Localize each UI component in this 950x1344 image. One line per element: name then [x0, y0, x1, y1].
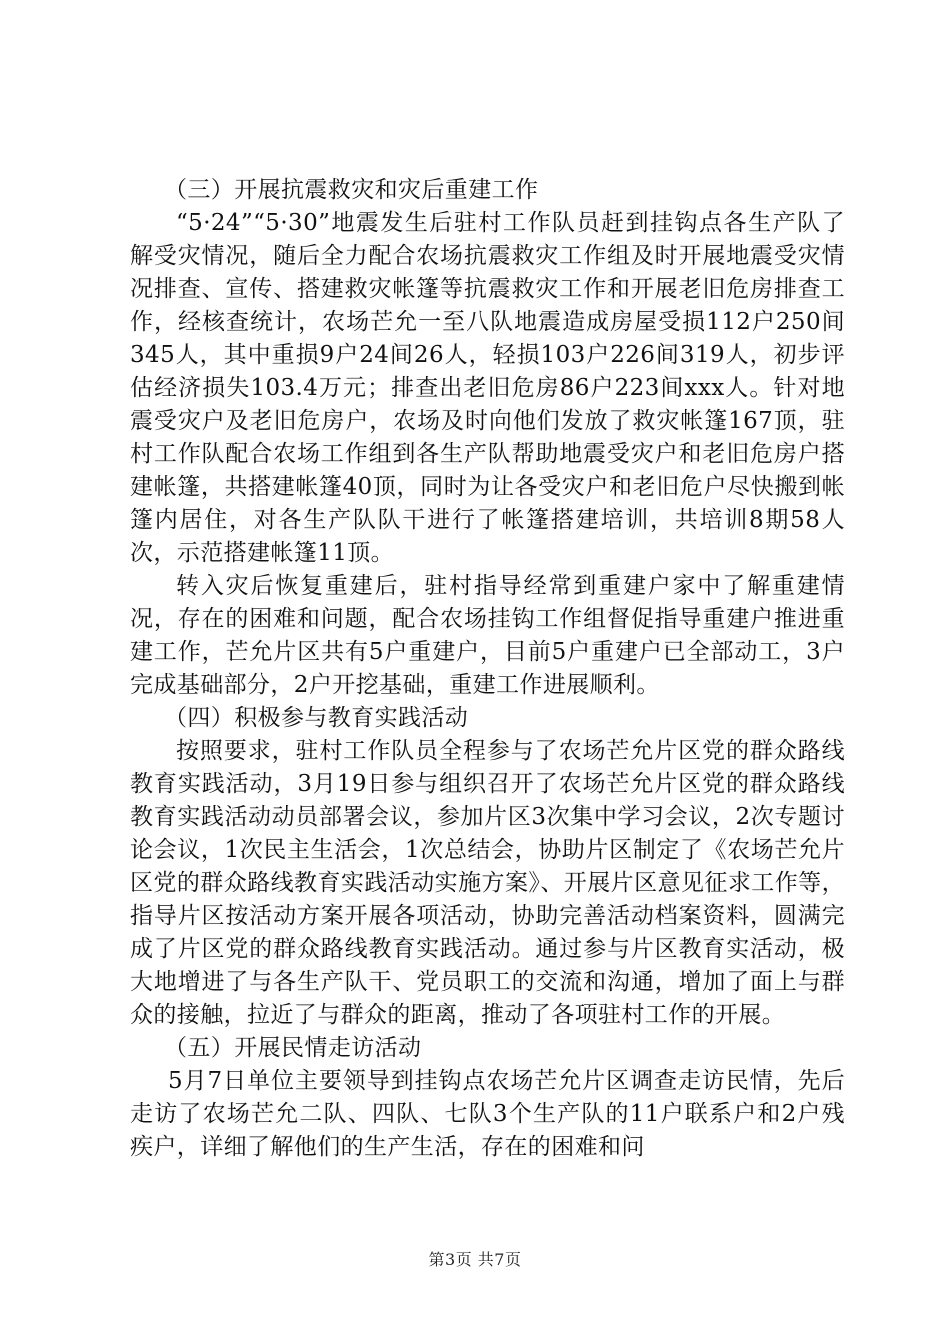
document-body [130, 174, 845, 1164]
section-heading-4: （四）积极参与教育实践活动 [164, 705, 469, 731]
paragraph-reconstruction: 转入灾后恢复重建后，驻村指导经常到重建户家中了解重建情况，存在的困难和问题，配合农场挂钩工作组督促指导重建户推进重建工作，芒允片区共有5户重建户，目前5户重建户已全部动工，3户完成基础部分，2户开挖基础，重建工作进展顺利。 [130, 573, 845, 698]
section-heading-5: （五）开展民情走访活动 [164, 1035, 422, 1061]
paragraph-visit-activity: 5月7日单位主要领导到挂钩点农场芒允片区调查走访民情，先后走访了农场芒允二队、四队、七队3个生产队的11户联系户和2户残疾户，详细了解他们的生产生活，存在的困难和问 [130, 1068, 845, 1160]
paragraph-earthquake-relief: “5·24”“5·30”地震发生后驻村工作队员赶到挂钩点各生产队了解受灾情况，随后全力配合农场抗震救灾工作组及时开展地震受灾情况排查、宣传、搭建救灾帐篷等抗震救灾工作和开展老旧危房排查工作，经核查统计，农场芒允一至八队地震造成房屋受损112户250间345人，其中重损9户24间26人，轻损103户226间319人，初步评估经济损失103.4万元；排查出老旧危房86户223间xxx人。针对地震受灾户及老旧危房户，农场及时向他们发放了救灾帐篷167顶，驻村工作队配合农场工作组到各生产队帮助地震受灾户和老旧危房户搭建帐篷，共搭建帐篷40顶，同时为让各受灾户和老旧危户尽快搬到帐篷内居住，对各生产队队干进行了帐篷搭建培训，共培训8期58人次，示范搭建帐篷11顶。 [130, 210, 845, 566]
paragraph-education-practice: 按照要求，驻村工作队员全程参与了农场芒允片区党的群众路线教育实践活动，3月19日参与组织召开了农场芒允片区党的群众路线教育实践活动动员部署会议，参加片区3次集中学习会议，2次专题讨论会议，1次民主生活会，1次总结会，协助片区制定了《农场芒允片区党的群众路线教育实践活动实施方案》、开展片区意见征求工作等，指导片区按活动方案开展各项活动，协助完善活动档案资料，圆满完成了片区党的群众路线教育实践活动。通过参与片区教育实活动，极大地增进了与各生产队干、党员职工的交流和沟通，增加了面上与群众的接触，拉近了与群众的距离，推动了各项驻村工作的开展。 [130, 738, 845, 1028]
section-heading-3: （三）开展抗震救灾和灾后重建工作 [164, 177, 539, 203]
page-number-footer: 第3页 共7页 [428, 1250, 522, 1269]
